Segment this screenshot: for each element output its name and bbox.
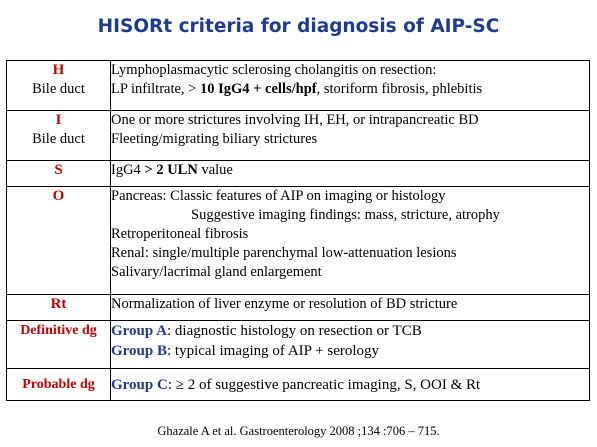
slide-title: HISORt criteria for diagnosis of AIP-SC bbox=[97, 16, 500, 37]
table-row-o bbox=[7, 187, 590, 295]
text-line: Lymphoplasmacytic sclerosing cholangitis on resection: bbox=[111, 62, 437, 78]
text-fragment: IgG4 bbox=[111, 162, 145, 178]
row-text-i bbox=[111, 111, 590, 161]
text-fragment: , storiform fibrosis, phlebitis bbox=[316, 81, 483, 97]
criterion-sublabel: Bile duct bbox=[32, 81, 85, 97]
text-line bbox=[111, 80, 589, 99]
text-line: Retroperitoneal fibrosis bbox=[111, 226, 249, 242]
criterion-key: S bbox=[54, 162, 63, 178]
row-label-i bbox=[7, 111, 111, 161]
row-label-h bbox=[7, 61, 111, 111]
text-line bbox=[111, 341, 589, 361]
text-line: Pancreas: Classic features of AIP on imaging or histology bbox=[111, 188, 446, 204]
row-label-rt bbox=[7, 295, 111, 321]
criterion-key: H bbox=[52, 62, 65, 78]
table-row-definitive bbox=[7, 321, 590, 369]
text-line bbox=[111, 375, 589, 395]
criterion-key: Rt bbox=[50, 296, 67, 312]
table-row-probable bbox=[7, 369, 590, 401]
row-label-definitive bbox=[7, 321, 111, 369]
row-text-definitive bbox=[111, 321, 590, 369]
table-row-rt bbox=[7, 295, 590, 321]
row-text-s bbox=[111, 161, 590, 187]
group-label: Group B bbox=[111, 343, 167, 359]
row-text-rt bbox=[111, 295, 590, 321]
table-row-s bbox=[7, 161, 590, 187]
row-label-o bbox=[7, 187, 111, 295]
text-line: One or more strictures involving IH, EH, or intrapancreatic BD bbox=[111, 112, 479, 128]
text-line: Salivary/lacrimal gland enlargement bbox=[111, 264, 322, 280]
text-fragment: : typical imaging of AIP + serology bbox=[167, 343, 380, 359]
text-line: Suggestive imaging findings: mass, stricture, atrophy bbox=[191, 207, 500, 223]
text-fragment: : diagnostic histology on resection or TCB bbox=[167, 323, 422, 339]
text-fragment: LP infiltrate, > bbox=[111, 81, 200, 97]
text-fragment: : ≥ 2 of suggestive pancreatic imaging, S, OOI & Rt bbox=[167, 377, 481, 393]
row-text-h bbox=[111, 61, 590, 111]
citation: Ghazale A et al. Gastroenterology 2008 ;134 :706 – 715. bbox=[157, 424, 440, 438]
text-line: Normalization of liver enzyme or resolution of BD stricture bbox=[111, 296, 458, 312]
criterion-sublabel: Bile duct bbox=[32, 131, 85, 147]
text-line: Renal: single/multiple parenchymal low-attenuation lesions bbox=[111, 245, 457, 261]
row-text-o bbox=[111, 187, 590, 295]
criterion-key: O bbox=[52, 188, 65, 204]
criterion-key: I bbox=[55, 112, 62, 128]
table-row-h bbox=[7, 61, 590, 111]
row-label-s bbox=[7, 161, 111, 187]
group-label: Group C bbox=[111, 377, 168, 393]
highlighted-text: > 2 ULN bbox=[144, 162, 198, 178]
hisort-criteria-table bbox=[6, 60, 590, 401]
group-label: Group A bbox=[111, 323, 167, 339]
criterion-key: Definitive dg bbox=[20, 323, 97, 338]
highlighted-text: 10 IgG4 + cells/hpf bbox=[199, 81, 317, 97]
row-text-probable bbox=[111, 369, 590, 401]
text-line bbox=[111, 161, 589, 180]
text-line: Fleeting/migrating biliary strictures bbox=[111, 131, 318, 147]
table-row-i bbox=[7, 111, 590, 161]
criterion-key: Probable dg bbox=[22, 377, 95, 392]
text-line bbox=[111, 321, 589, 341]
text-fragment: value bbox=[197, 162, 233, 178]
row-label-probable bbox=[7, 369, 111, 401]
